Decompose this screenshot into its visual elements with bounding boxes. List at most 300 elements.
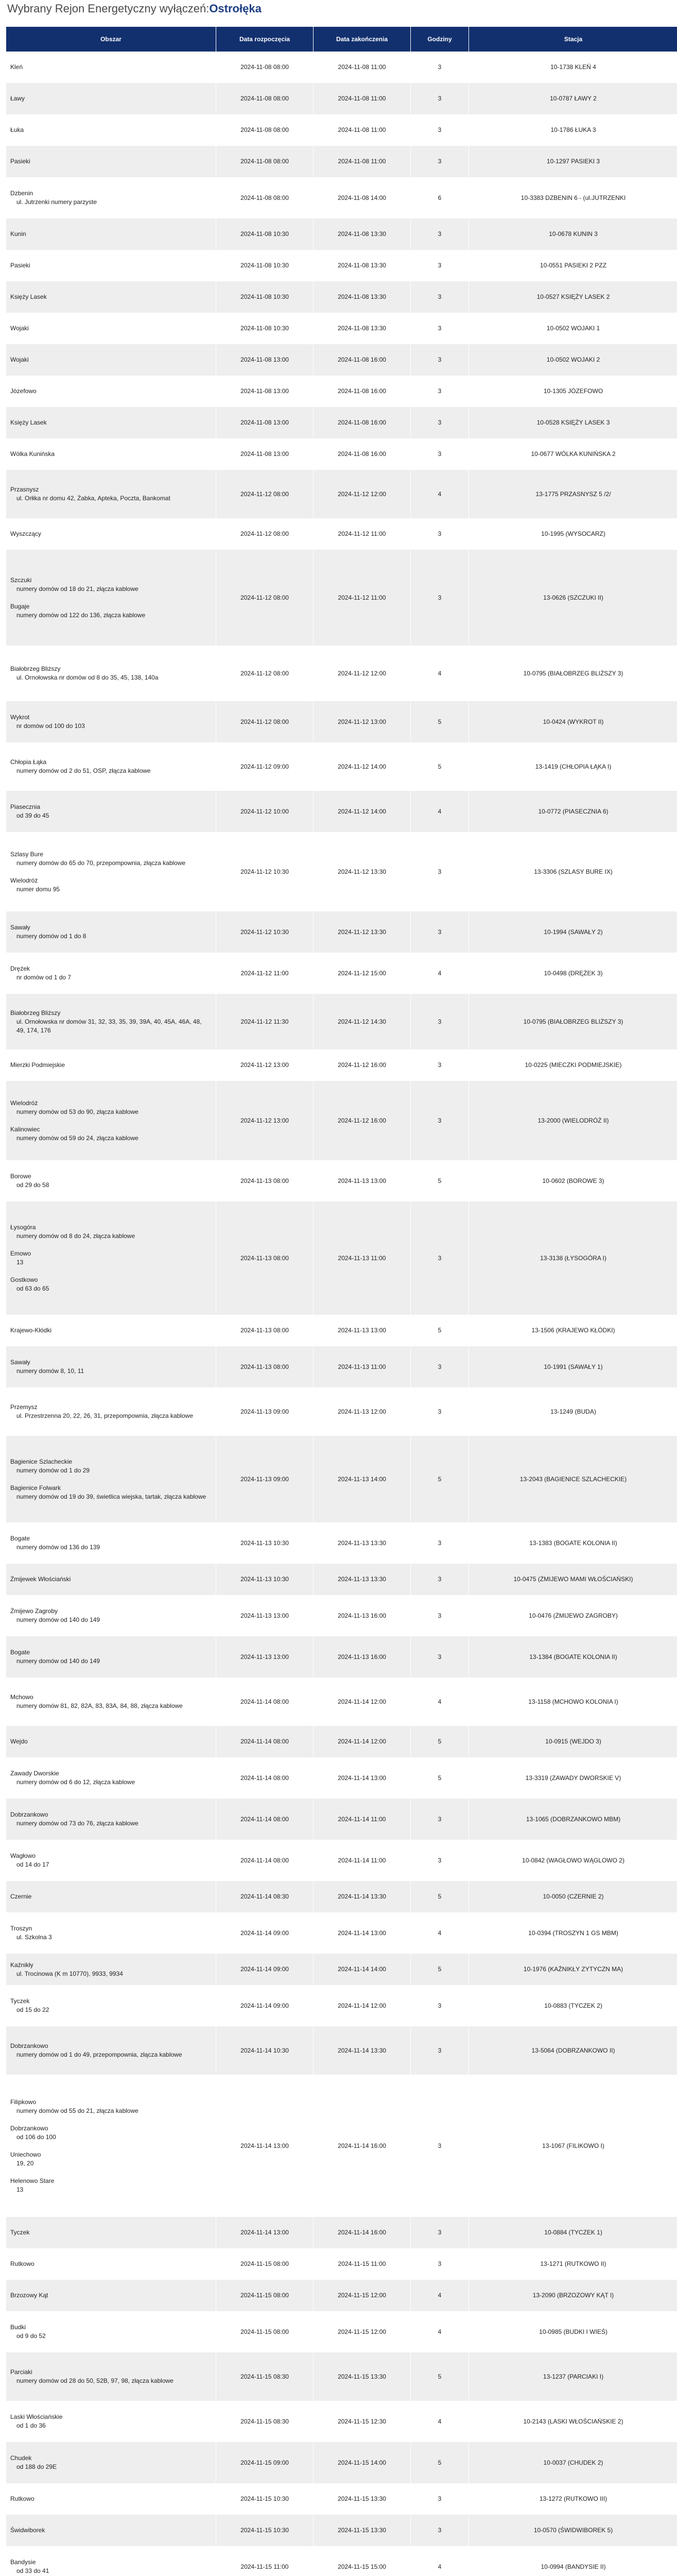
table-row [6,2546,677,2576]
cell-area [6,2352,216,2401]
area-line: Sawały [10,1359,30,1366]
cell-start-date: 2024-11-12 08:00 [216,518,314,550]
area-line [10,1116,212,1125]
cell-start-date: 2024-11-14 09:00 [216,1912,314,1954]
cell-station: 10-1297 PASIEKI 3 [469,146,677,177]
area-line: numery domów od 140 do 149 [16,1657,100,1665]
table-row [6,1160,677,1201]
area-line: Tyczek [10,1997,30,2005]
cell-start-date: 2024-11-12 08:00 [216,646,314,701]
area-line: Wyszczący [10,530,41,537]
cell-station: 10-0225 (MIECZKI PODMIEJSKIE) [469,1049,677,1081]
cell-area [6,791,216,832]
cell-hours: 3 [411,407,469,438]
cell-hours: 3 [411,911,469,953]
cell-hours: 3 [411,114,469,146]
cell-area [6,1160,216,1201]
table-row [6,1346,677,1387]
cell-start-date: 2024-11-14 09:00 [216,1954,314,1985]
cell-start-date: 2024-11-08 10:30 [216,250,314,281]
cell-start-date: 2024-11-13 10:30 [216,1564,314,1595]
area-line: Rutkowo [10,2260,34,2267]
cell-station: 10-0884 (TYCZEK 1) [469,2217,677,2248]
cell-start-date: 2024-11-08 08:00 [216,83,314,114]
cell-area [6,1595,216,1636]
cell-area [6,953,216,994]
cell-area [6,1726,216,1757]
cell-start-date: 2024-11-13 10:30 [216,1522,314,1564]
table-row [6,1595,677,1636]
cell-hours: 4 [411,2280,469,2311]
cell-area [6,1757,216,1799]
cell-start-date: 2024-11-13 13:00 [216,1636,314,1677]
cell-area [6,1636,216,1677]
table-row [6,1636,677,1677]
area-line: Ławy [10,95,25,102]
table-row [6,407,677,438]
cell-station: 13-1067 (FILIKOWO I) [469,2075,677,2217]
area-line: Szczuki [10,576,32,584]
area-line: Łysogóra [10,1224,36,1231]
cell-area [6,2075,216,2217]
table-row [6,791,677,832]
cell-start-date: 2024-11-12 10:30 [216,832,314,911]
cell-station: 13-3138 (ŁYSOGÓRA I) [469,1201,677,1315]
cell-end-date: 2024-11-13 11:00 [314,1346,411,1387]
cell-start-date: 2024-11-08 13:00 [216,407,314,438]
cell-end-date: 2024-11-14 14:00 [314,1954,411,1985]
cell-area [6,911,216,953]
cell-end-date: 2024-11-08 13:30 [314,313,411,344]
cell-end-date: 2024-11-15 12:30 [314,2401,411,2442]
cell-area [6,701,216,742]
area-line: od 33 do 41 [16,2567,49,2574]
cell-station: 13-1272 (RUTKOWO III) [469,2483,677,2515]
cell-area [6,2483,216,2515]
cell-hours: 4 [411,470,469,518]
area-line: Sawały [10,924,30,931]
cell-station: 10-1976 (KAŹNIKŁY ZYTYCZN MA) [469,1954,677,1985]
area-line: Wielodróż [10,1099,38,1107]
cell-end-date: 2024-11-13 16:00 [314,1595,411,1636]
cell-end-date: 2024-11-13 12:00 [314,1387,411,1436]
cell-area [6,1049,216,1081]
area-line [10,2142,212,2150]
cell-hours: 3 [411,83,469,114]
area-line: Józefowo [10,387,37,395]
cell-start-date: 2024-11-15 08:00 [216,2311,314,2352]
area-line: Bagienice Folwark [10,1484,61,1492]
area-line: od 63 do 65 [16,1285,49,1292]
cell-station: 13-1237 (PARCIAKI I) [469,2352,677,2401]
cell-start-date: 2024-11-13 08:00 [216,1315,314,1346]
cell-area [6,438,216,470]
table-row [6,1201,677,1315]
area-line: Chłopia Łąka [10,758,47,766]
table-row [6,1954,677,1985]
area-line: numery domów 8, 10, 11 [16,1367,84,1375]
area-line: numery domów od 1 do 8 [16,933,86,940]
cell-end-date: 2024-11-12 16:00 [314,1081,411,1160]
cell-end-date: 2024-11-12 11:00 [314,550,411,646]
area-line: od 14 do 17 [16,1861,49,1868]
area-line: Pasieki [10,158,30,165]
cell-start-date: 2024-11-15 08:00 [216,2248,314,2280]
cell-station: 13-1506 (KRAJEWO KŁÓDKI) [469,1315,677,1346]
cell-end-date: 2024-11-14 11:00 [314,1840,411,1881]
cell-area [6,218,216,250]
cell-hours: 4 [411,2311,469,2352]
cell-hours: 3 [411,146,469,177]
table-row [6,994,677,1049]
cell-start-date: 2024-11-12 13:00 [216,1049,314,1081]
table-row [6,953,677,994]
cell-station: 10-0915 (WEJDO 3) [469,1726,677,1757]
cell-start-date: 2024-11-14 13:00 [216,2217,314,2248]
table-row [6,2026,677,2075]
cell-end-date: 2024-11-13 13:00 [314,1315,411,1346]
table-row [6,1799,677,1840]
table-row [6,218,677,250]
cell-hours: 5 [411,1881,469,1912]
area-line [10,1267,212,1276]
area-line: Budki [10,2324,26,2331]
table-row [6,1985,677,2026]
cell-end-date: 2024-11-13 13:30 [314,1522,411,1564]
cell-start-date: 2024-11-14 08:00 [216,1726,314,1757]
area-line: numer domu 95 [16,885,60,893]
area-line: 13 [16,2185,24,2193]
area-line: Żmijewo Zagroby [10,1607,58,1615]
cell-end-date: 2024-11-15 12:00 [314,2311,411,2352]
table-row [6,1081,677,1160]
table-row [6,550,677,646]
cell-area [6,2026,216,2075]
table-row [6,2352,677,2401]
area-line: numery domów od 53 do 90, złącza kablowe [16,1108,138,1115]
cell-end-date: 2024-11-14 12:00 [314,1726,411,1757]
cell-station: 10-0795 (BIAŁOBRZEG BLIŻSZY 3) [469,994,677,1049]
cell-end-date: 2024-11-15 13:30 [314,2483,411,2515]
page-header [0,0,677,27]
cell-start-date: 2024-11-12 11:00 [216,953,314,994]
table-row [6,376,677,407]
cell-hours: 4 [411,1912,469,1954]
area-line [10,594,212,602]
cell-start-date: 2024-11-15 09:00 [216,2442,314,2483]
cell-end-date: 2024-11-12 12:00 [314,470,411,518]
table-body [6,52,677,2576]
cell-start-date: 2024-11-12 08:00 [216,470,314,518]
cell-start-date: 2024-11-08 08:00 [216,114,314,146]
area-line: numery domów od 1 do 29 [16,1466,90,1474]
cell-start-date: 2024-11-08 10:30 [216,218,314,250]
cell-hours: 3 [411,1595,469,1636]
cell-hours: 3 [411,832,469,911]
area-line: Wojaki [10,356,29,363]
area-line: Dobrzankowo [10,2042,48,2049]
cell-hours: 3 [411,2483,469,2515]
cell-area [6,114,216,146]
area-line: Bugaje [10,602,30,610]
cell-area [6,2546,216,2576]
cell-area [6,1522,216,1564]
cell-end-date: 2024-11-12 15:00 [314,953,411,994]
cell-hours: 3 [411,218,469,250]
cell-end-date: 2024-11-14 13:30 [314,1881,411,1912]
cell-end-date: 2024-11-12 16:00 [314,1049,411,1081]
cell-start-date: 2024-11-15 08:30 [216,2401,314,2442]
area-line: Parciaki [10,2368,32,2376]
cell-station: 10-0394 (TROSZYN 1 GS MBM) [469,1912,677,1954]
table-row [6,177,677,218]
area-line: Księży Lasek [10,293,47,300]
cell-hours: 3 [411,2217,469,2248]
cell-hours: 5 [411,1726,469,1757]
cell-hours: 3 [411,1522,469,1564]
cell-end-date: 2024-11-08 13:30 [314,250,411,281]
cell-hours: 5 [411,1315,469,1346]
area-line: Przasnysz [10,486,39,493]
table-row [6,313,677,344]
cell-station: 10-0498 (DRĘŻEK 3) [469,953,677,994]
cell-start-date: 2024-11-13 13:00 [216,1595,314,1636]
area-line: Gostkowo [10,1276,38,1283]
table-row [6,518,677,550]
cell-start-date: 2024-11-15 08:00 [216,2280,314,2311]
cell-end-date: 2024-11-12 13:30 [314,911,411,953]
cell-end-date: 2024-11-15 13:30 [314,2352,411,2401]
cell-area [6,1912,216,1954]
cell-station: 10-0678 KUNIN 3 [469,218,677,250]
area-line: Wólka Kunińska [10,450,55,457]
cell-station: 13-1249 (BUDA) [469,1387,677,1436]
cell-area [6,177,216,218]
area-line: numery domów do 65 do 70, przepompownia, złącza kablowe [16,859,186,867]
cell-end-date: 2024-11-14 13:30 [314,2026,411,2075]
cell-station: 10-0994 (BANDYSIE II) [469,2546,677,2576]
cell-station: 10-2143 (LASKI WŁOŚCIAŃSKIE 2) [469,2401,677,2442]
cell-station: 10-0502 WOJAKI 2 [469,344,677,376]
cell-start-date: 2024-11-14 08:00 [216,1757,314,1799]
cell-station: 13-1158 (MCHOWO KOLONIA I) [469,1677,677,1726]
cell-area [6,1315,216,1346]
area-line: Kunin [10,230,26,238]
cell-end-date: 2024-11-08 11:00 [314,146,411,177]
table-row [6,1049,677,1081]
cell-start-date: 2024-11-15 10:30 [216,2515,314,2546]
table-row [6,83,677,114]
table-row [6,250,677,281]
cell-station: 13-5064 (DOBRZANKOWO II) [469,2026,677,2075]
cell-end-date: 2024-11-14 11:00 [314,1799,411,1840]
cell-start-date: 2024-11-14 13:00 [216,2075,314,2217]
area-line: Przemysz [10,1403,38,1411]
area-line: Bogate [10,1535,30,1542]
cell-station: 13-1419 (CHŁOPIA ŁĄKA I) [469,742,677,791]
cell-end-date: 2024-11-08 11:00 [314,83,411,114]
cell-hours: 3 [411,2026,469,2075]
table-row [6,114,677,146]
table-row [6,2217,677,2248]
cell-station: 13-1775 PRZASNYSZ 5 /2/ [469,470,677,518]
cell-start-date: 2024-11-08 13:00 [216,438,314,470]
table-row [6,2311,677,2352]
cell-end-date: 2024-11-08 11:00 [314,52,411,83]
cell-hours: 3 [411,313,469,344]
area-line: Mchowo [10,1693,33,1701]
area-line [10,1241,212,1249]
area-line: numery domów od 1 do 49, przepompownia, złącza kablowe [16,2051,182,2058]
area-line: Wojaki [10,325,29,332]
area-line: numery domów 81, 82, 82A, 83, 83A, 84, 88, złącza kablowe [16,1702,183,1709]
cell-area [6,646,216,701]
cell-station: 10-1995 (WYSOCARZ) [469,518,677,550]
cell-area [6,1436,216,1522]
header-prefix: Wybrany Rejon Energetyczny wyłączeń: [7,2,210,15]
cell-hours: 3 [411,376,469,407]
area-line: numery domów od 59 do 24, złącza kablowe [16,1134,138,1142]
outages-table [6,27,677,2576]
cell-start-date: 2024-11-15 10:30 [216,2483,314,2515]
area-line: Dobrzankowo [10,2124,48,2132]
cell-end-date: 2024-11-15 14:00 [314,2442,411,2483]
cell-hours: 4 [411,2546,469,2576]
area-line: ul. Jutrzenki numery parzyste [16,198,97,206]
area-line: Dobrzankowo [10,1811,48,1818]
area-line: od 39 do 45 [16,812,49,819]
cell-hours: 3 [411,52,469,83]
cell-hours: 5 [411,2442,469,2483]
cell-station: 13-2043 (BAGIENICE SZLACHECKIE) [469,1436,677,1522]
area-line: od 29 do 58 [16,1181,49,1189]
area-line: Brzozowy Kąt [10,2292,48,2299]
cell-end-date: 2024-11-13 16:00 [314,1636,411,1677]
cell-area [6,1985,216,2026]
cell-station: 13-1384 (BOGATE KOLONIA II) [469,1636,677,1677]
area-line: od 9 do 52 [16,2332,46,2340]
cell-area [6,281,216,313]
area-line: numery domów od 18 do 21, złącza kablowe [16,585,138,592]
cell-hours: 4 [411,646,469,701]
table-row [6,2515,677,2546]
table-row [6,1726,677,1757]
cell-start-date: 2024-11-08 13:00 [216,376,314,407]
area-line [10,868,212,876]
area-line: numery domów od 136 do 139 [16,1544,100,1551]
area-line: numery domów od 55 do 21, złącza kablowe [16,2107,138,2114]
cell-hours: 4 [411,953,469,994]
area-line: Rutkowo [10,2495,34,2502]
cell-station: 10-3383 DZBENIN 6 - (ul.JUTRZENKI [469,177,677,218]
area-line: Piasecznia [10,803,41,810]
col-station: Stacja [469,27,677,52]
cell-hours: 3 [411,994,469,1049]
area-line: od 188 do 29E [16,2463,57,2470]
cell-hours: 3 [411,2075,469,2217]
cell-station: 10-1786 ŁUKA 3 [469,114,677,146]
cell-hours: 3 [411,1564,469,1595]
area-line: nr domów od 100 do 103 [16,722,85,730]
area-line: Żmijewek Włościański [10,1575,71,1583]
cell-hours: 3 [411,1081,469,1160]
cell-hours: 3 [411,1799,469,1840]
area-line: Borowe [10,1173,31,1180]
cell-station: 10-0050 (CZERNIE 2) [469,1881,677,1912]
cell-station: 10-0475 (ŻMIJEWO MAMI WŁOŚCIAŃSKI) [469,1564,677,1595]
cell-end-date: 2024-11-08 16:00 [314,376,411,407]
area-line: Kleń [10,63,23,71]
cell-hours: 5 [411,1757,469,1799]
cell-station: 10-0528 KSIĘŻY LASEK 3 [469,407,677,438]
cell-end-date: 2024-11-15 15:00 [314,2546,411,2576]
table-row [6,438,677,470]
area-line [10,2168,212,2177]
table-row [6,52,677,83]
cell-hours: 5 [411,2352,469,2401]
area-line: Bagienice Szlacheckie [10,1458,73,1465]
area-line: 13 [16,1259,24,1266]
cell-station: 10-0883 (TYCZEK 2) [469,1985,677,2026]
col-hours: Godziny [411,27,469,52]
cell-station: 10-0602 (BOROWE 3) [469,1160,677,1201]
table-row [6,646,677,701]
table-row [6,1387,677,1436]
cell-station: 13-3319 (ZAWADY DWORSKIE V) [469,1757,677,1799]
cell-hours: 3 [411,281,469,313]
cell-end-date: 2024-11-15 11:00 [314,2248,411,2280]
cell-station: 10-0570 (ŚWIDWIBOREK 5) [469,2515,677,2546]
cell-end-date: 2024-11-12 13:30 [314,832,411,911]
cell-start-date: 2024-11-12 08:00 [216,701,314,742]
cell-area [6,1881,216,1912]
cell-start-date: 2024-11-13 09:00 [216,1387,314,1436]
area-line: numery domów od 6 do 12, złącza kablowe [16,1778,135,1786]
area-line: Bogate [10,1649,30,1656]
cell-end-date: 2024-11-08 14:00 [314,177,411,218]
table-row [6,911,677,953]
cell-area [6,146,216,177]
cell-hours: 3 [411,344,469,376]
table-row [6,1564,677,1595]
cell-end-date: 2024-11-08 16:00 [314,438,411,470]
table-row [6,2075,677,2217]
table-row [6,701,677,742]
cell-station: 10-0527 KSIĘŻY LASEK 2 [469,281,677,313]
cell-area [6,550,216,646]
cell-end-date: 2024-11-08 16:00 [314,407,411,438]
table-row [6,344,677,376]
area-line: Laski Włościańskie [10,2413,63,2420]
cell-area [6,2280,216,2311]
area-line: numery domów od 73 do 76, złącza kablowe [16,1820,138,1827]
table-row [6,146,677,177]
cell-end-date: 2024-11-12 11:00 [314,518,411,550]
cell-area [6,1799,216,1840]
cell-station: 13-3306 (SZLASY BURE IX) [469,832,677,911]
cell-area [6,52,216,83]
cell-start-date: 2024-11-12 13:00 [216,1081,314,1160]
cell-start-date: 2024-11-13 08:00 [216,1160,314,1201]
cell-end-date: 2024-11-14 13:00 [314,1912,411,1954]
table-row [6,1881,677,1912]
area-line: Białobrzeg Bliższy [10,665,61,672]
cell-end-date: 2024-11-12 14:30 [314,994,411,1049]
area-line: Emowo [10,1250,31,1257]
area-line: numery domów od 8 do 24, złącza kablowe [16,1232,135,1240]
cell-area [6,1564,216,1595]
cell-station: 13-0626 (SZCZUKI II) [469,550,677,646]
